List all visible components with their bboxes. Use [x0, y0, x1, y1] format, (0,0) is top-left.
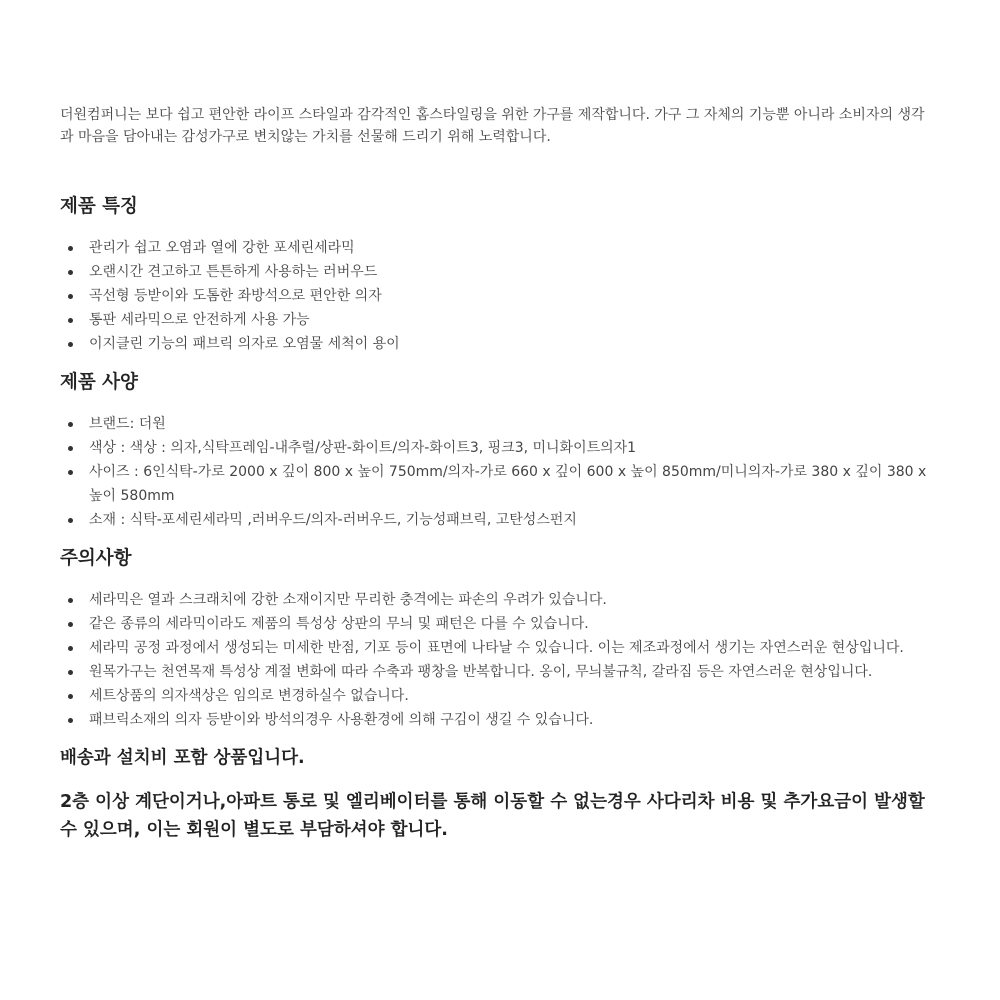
list-item: 관리가 쉽고 오염과 열에 강한 포세린세라믹: [60, 236, 930, 260]
specs-heading: 제품 사양: [60, 372, 138, 393]
list-item: 사이즈 : 6인식탁-가로 2000 x 깊이 800 x 높이 750mm/의자-가로 660 x 깊이 600 x 높이 850mm/미니의자-가로 380 x 깊이 380 x 높이 580mm: [60, 460, 930, 508]
list-item: 통판 세라믹으로 안전하게 사용 가능: [60, 308, 930, 332]
specs-list: [60, 412, 930, 532]
list-item: 패브릭소재의 의자 등받이와 방석의경우 사용환경에 의해 구김이 생길 수 있습니다.: [60, 708, 930, 732]
list-item: 소재 : 식탁-포세린세라믹 ,러버우드/의자-러버우드, 기능성패브릭, 고탄성스펀지: [60, 508, 930, 532]
cautions-list: [60, 588, 930, 732]
list-item: 세라믹 공정 과정에서 생성되는 미세한 반점, 기포 등이 표면에 나타날 수 있습니다. 이는 제조과정에서 생기는 자연스러운 현상입니다.: [60, 636, 930, 660]
delivery-note: 배송과 설치비 포함 상품입니다.: [60, 748, 305, 768]
cautions-heading: 주의사항: [60, 548, 132, 569]
list-item: 세트상품의 의자색상은 임의로 변경하실수 없습니다.: [60, 684, 930, 708]
list-item: 브랜드: 더원: [60, 412, 930, 436]
list-item: 이지클린 기능의 패브릭 의자로 오염물 세척이 용이: [60, 332, 930, 356]
list-item: 곡선형 등받이와 도톰한 좌방석으로 편안한 의자: [60, 284, 930, 308]
features-heading: 제품 특징: [60, 196, 138, 217]
product-description: [60, 104, 930, 844]
list-item: 색상 : 색상 : 의자,식탁프레임-내추럴/상판-화이트/의자-화이트3, 핑크3, 미니화이트의자1: [60, 436, 930, 460]
intro-paragraph: 더원컴퍼니는 보다 쉽고 편안한 라이프 스타일과 감각적인 홈스타일링을 위한 가구를 제작합니다. 가구 그 자체의 기능뿐 아니라 소비자의 생각과 마음을 담아내는 감성가구로 변치않는 가치를 선물해 드리기 위해 노력합니다.: [60, 107, 925, 145]
list-item: 같은 종류의 세라믹이라도 제품의 특성상 상판의 무늬 및 패턴은 다를 수 있습니다.: [60, 612, 930, 636]
features-list: [60, 236, 930, 356]
list-item: 원목가구는 천연목재 특성상 계절 변화에 따라 수축과 팽창을 반복합니다. 옹이, 무늬불규칙, 갈라짐 등은 자연스러운 현상입니다.: [60, 660, 930, 684]
stairs-note: 2층 이상 계단이거나,아파트 통로 및 엘리베이터를 통해 이동할 수 없는경우 사다리차 비용 및 추가요금이 발생할 수 있으며, 이는 회원이 별도로 부담하셔야 합니다.: [60, 792, 925, 840]
list-item: 세라믹은 열과 스크래치에 강한 소재이지만 무리한 충격에는 파손의 우려가 있습니다.: [60, 588, 930, 612]
list-item: 오랜시간 견고하고 튼튼하게 사용하는 러버우드: [60, 260, 930, 284]
